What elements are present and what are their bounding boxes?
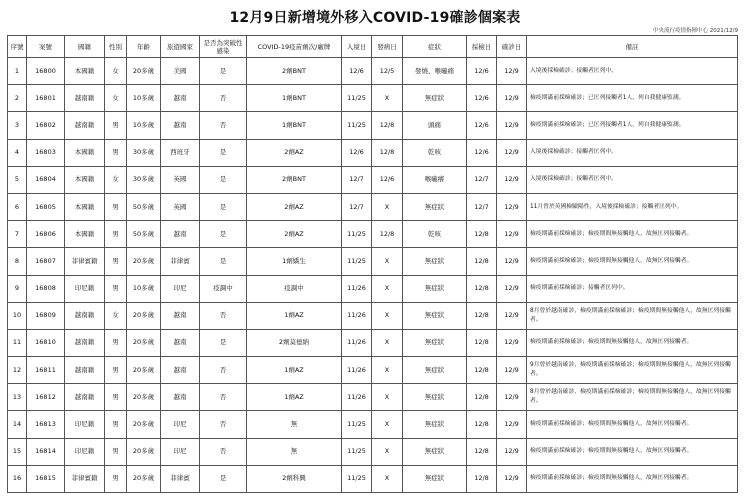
cell-test-date: 12/8 (467, 248, 497, 275)
table-row (8, 139, 738, 166)
cell-case-no: 16800 (27, 58, 65, 85)
cell-nationality: 越南籍 (65, 384, 105, 411)
cell-confirm-date: 12/9 (497, 193, 527, 220)
cell-travel-country: 英國 (161, 166, 200, 193)
cell-vaccine: 1劑BNT (247, 112, 342, 139)
col-header-index: 序號 (8, 36, 27, 58)
cell-test-date: 12/6 (467, 139, 497, 166)
cell-symptoms: 無症狀 (403, 357, 467, 384)
table-row (8, 384, 738, 411)
cell-confirm-date: 12/9 (497, 139, 527, 166)
cell-test-date: 12/8 (467, 411, 497, 438)
cell-remarks: 8月曾於越南確診，檢疫期滿前採檢確診；檢疫期間無接觸他人，故無匡列接觸者。 (527, 384, 738, 411)
cell-confirm-date: 12/9 (497, 248, 527, 275)
cell-sex: 女 (105, 302, 127, 329)
col-header-test-date: 採檢日 (467, 36, 497, 58)
cell-index: 13 (8, 384, 27, 411)
col-header-symptoms: 症狀 (403, 36, 467, 58)
cell-remarks: 檢疫期滿前採檢確診；檢疫期間無接觸他人，故無匡列接觸者。 (527, 438, 738, 465)
cell-remarks: 檢疫期滿前採檢確診；檢疫期間無接觸他人，故無匡列接觸者。 (527, 329, 738, 356)
cell-onset-date: X (372, 275, 403, 302)
cell-symptoms: 發燒、喉嚨痛 (403, 58, 467, 85)
cell-age: 20多歲 (127, 248, 161, 275)
cell-nationality: 印尼籍 (65, 411, 105, 438)
cell-case-no: 16812 (27, 384, 65, 411)
cell-entry-date: 11/25 (342, 221, 372, 248)
cell-entry-date: 11/25 (342, 112, 372, 139)
cell-travel-country: 越南 (161, 357, 200, 384)
cell-entry-date: 11/25 (342, 248, 372, 275)
cell-entry-date: 11/26 (342, 357, 372, 384)
cell-nationality: 越南籍 (65, 357, 105, 384)
cell-index: 9 (8, 275, 27, 302)
cell-breakthrough: 否 (200, 112, 247, 139)
cell-confirm-date: 12/9 (497, 58, 527, 85)
cell-test-date: 12/6 (467, 112, 497, 139)
cell-nationality: 本國籍 (65, 193, 105, 220)
cell-onset-date: 12/8 (372, 221, 403, 248)
cell-travel-country: 菲律賓 (161, 465, 200, 492)
cell-vaccine: 2劑BNT (247, 166, 342, 193)
cell-vaccine: 無 (247, 438, 342, 465)
cell-index: 7 (8, 221, 27, 248)
cell-travel-country: 越南 (161, 302, 200, 329)
cell-confirm-date: 12/9 (497, 221, 527, 248)
cell-sex: 男 (105, 357, 127, 384)
table-row (8, 411, 738, 438)
cell-travel-country: 越南 (161, 221, 200, 248)
cell-breakthrough: 是 (200, 329, 247, 356)
cell-entry-date: 11/26 (342, 329, 372, 356)
cell-onset-date: X (372, 438, 403, 465)
cell-age: 20多歲 (127, 384, 161, 411)
cell-vaccine: 2劑莫德納 (247, 329, 342, 356)
cell-test-date: 12/8 (467, 275, 497, 302)
case-table (7, 35, 738, 493)
cell-travel-country: 西班牙 (161, 139, 200, 166)
cell-onset-date: 12/8 (372, 112, 403, 139)
cell-remarks: 檢疫期滿前採檢確診；已匡列接觸者1人，列自我健康監測。 (527, 85, 738, 112)
table-row (8, 438, 738, 465)
cell-age: 10多歲 (127, 112, 161, 139)
cell-sex: 男 (105, 139, 127, 166)
cell-confirm-date: 12/9 (497, 166, 527, 193)
cell-confirm-date: 12/9 (497, 438, 527, 465)
cell-travel-country: 英國 (161, 193, 200, 220)
cell-confirm-date: 12/9 (497, 112, 527, 139)
cell-sex: 男 (105, 329, 127, 356)
cell-travel-country: 印尼 (161, 275, 200, 302)
table-row (8, 85, 738, 112)
cell-symptoms: 無症狀 (403, 465, 467, 492)
cell-breakthrough: 疫調中 (200, 275, 247, 302)
cell-entry-date: 12/6 (342, 139, 372, 166)
cell-onset-date: X (372, 465, 403, 492)
cell-index: 2 (8, 85, 27, 112)
cell-breakthrough: 否 (200, 302, 247, 329)
table-row (8, 193, 738, 220)
cell-age: 10多歲 (127, 85, 161, 112)
cell-index: 11 (8, 329, 27, 356)
cell-nationality: 菲律賓籍 (65, 465, 105, 492)
cell-breakthrough: 否 (200, 411, 247, 438)
col-header-entry-date: 入境日 (342, 36, 372, 58)
cell-age: 50多歲 (127, 193, 161, 220)
cell-index: 15 (8, 438, 27, 465)
cell-remarks: 8月曾於越南確診，檢疫期滿前採檢確診；檢疫期間無接觸他人，故無匡列接觸者。 (527, 302, 738, 329)
col-header-nationality: 國籍 (65, 36, 105, 58)
cell-entry-date: 12/6 (342, 58, 372, 85)
cell-breakthrough: 否 (200, 384, 247, 411)
cell-confirm-date: 12/9 (497, 357, 527, 384)
cell-confirm-date: 12/9 (497, 275, 527, 302)
cell-nationality: 本國籍 (65, 221, 105, 248)
cell-entry-date: 11/26 (342, 302, 372, 329)
cell-sex: 女 (105, 58, 127, 85)
cell-sex: 女 (105, 85, 127, 112)
cell-symptoms: 無症狀 (403, 248, 467, 275)
col-header-remarks: 備註 (527, 36, 738, 58)
col-header-onset-date: 發病日 (372, 36, 403, 58)
cell-age: 20多歲 (127, 465, 161, 492)
cell-onset-date: 12/5 (372, 58, 403, 85)
col-header-case-no: 案號 (27, 36, 65, 58)
cell-age: 20多歲 (127, 357, 161, 384)
cell-onset-date: X (372, 302, 403, 329)
cell-vaccine: 1劑AZ (247, 357, 342, 384)
cell-remarks: 檢疫期滿前採檢確診；檢疫期間無接觸他人，故無匡列接觸者。 (527, 411, 738, 438)
cell-vaccine: 2劑AZ (247, 193, 342, 220)
cell-symptoms: 無症狀 (403, 275, 467, 302)
cell-travel-country: 印尼 (161, 411, 200, 438)
cell-breakthrough: 是 (200, 139, 247, 166)
col-header-travel-country: 旅遊國家 (161, 36, 200, 58)
cell-sex: 男 (105, 275, 127, 302)
cell-onset-date: 12/6 (372, 166, 403, 193)
col-header-age: 年齡 (127, 36, 161, 58)
cell-onset-date: X (372, 411, 403, 438)
cell-test-date: 12/8 (467, 357, 497, 384)
cell-case-no: 16814 (27, 438, 65, 465)
cell-remarks: 入境後採檢確診；接觸者匡列中。 (527, 58, 738, 85)
cell-breakthrough: 否 (200, 438, 247, 465)
table-row (8, 248, 738, 275)
cell-sex: 男 (105, 438, 127, 465)
cell-case-no: 16803 (27, 139, 65, 166)
table-body (8, 58, 738, 493)
cell-confirm-date: 12/9 (497, 329, 527, 356)
cell-symptoms: 無症狀 (403, 411, 467, 438)
cell-symptoms: 無症狀 (403, 302, 467, 329)
cell-age: 20多歲 (127, 411, 161, 438)
table-row (8, 329, 738, 356)
cell-onset-date: X (372, 85, 403, 112)
cell-test-date: 12/7 (467, 193, 497, 220)
cell-remarks: 檢疫期滿前採檢確診；已匡列接觸者1人，列自我健康監測。 (527, 112, 738, 139)
table-row (8, 58, 738, 85)
cell-age: 20多歲 (127, 302, 161, 329)
cell-vaccine: 2劑BNT (247, 58, 342, 85)
cell-sex: 男 (105, 411, 127, 438)
cell-vaccine: 無 (247, 411, 342, 438)
cell-symptoms: 頭痛 (403, 112, 467, 139)
cell-entry-date: 11/25 (342, 85, 372, 112)
cell-vaccine: 2劑AZ (247, 139, 342, 166)
cell-confirm-date: 12/9 (497, 85, 527, 112)
cell-age: 30多歲 (127, 166, 161, 193)
cell-sex: 男 (105, 221, 127, 248)
cell-case-no: 16802 (27, 112, 65, 139)
cell-symptoms: 無症狀 (403, 329, 467, 356)
cell-symptoms: 無症狀 (403, 384, 467, 411)
cell-index: 5 (8, 166, 27, 193)
cell-test-date: 12/8 (467, 329, 497, 356)
cell-travel-country: 印尼 (161, 438, 200, 465)
cell-breakthrough: 是 (200, 193, 247, 220)
cell-symptoms: 無症狀 (403, 85, 467, 112)
cell-case-no: 16801 (27, 85, 65, 112)
cell-test-date: 12/8 (467, 302, 497, 329)
cell-test-date: 12/7 (467, 166, 497, 193)
cell-case-no: 16804 (27, 166, 65, 193)
cell-vaccine: 1劑BNT (247, 85, 342, 112)
col-header-breakthrough: 是否為突破性感染 (200, 36, 247, 58)
cell-breakthrough: 否 (200, 357, 247, 384)
cell-travel-country: 越南 (161, 85, 200, 112)
cell-index: 1 (8, 58, 27, 85)
cell-entry-date: 12/7 (342, 166, 372, 193)
cell-travel-country: 越南 (161, 384, 200, 411)
cell-age: 20多歲 (127, 58, 161, 85)
col-header-confirm-date: 確診日 (497, 36, 527, 58)
cell-nationality: 本國籍 (65, 166, 105, 193)
cell-remarks: 11月曾於英國檢驗陽性，入境後採檢確診；接觸者匡列中。 (527, 193, 738, 220)
cell-entry-date: 11/26 (342, 275, 372, 302)
cell-symptoms: 喉嚨癢 (403, 166, 467, 193)
cell-nationality: 越南籍 (65, 302, 105, 329)
cell-index: 3 (8, 112, 27, 139)
cell-confirm-date: 12/9 (497, 302, 527, 329)
cell-vaccine: 疫調中 (247, 275, 342, 302)
cell-test-date: 12/8 (467, 438, 497, 465)
cell-test-date: 12/6 (467, 58, 497, 85)
cell-case-no: 16813 (27, 411, 65, 438)
cell-index: 14 (8, 411, 27, 438)
cell-test-date: 12/6 (467, 85, 497, 112)
cell-travel-country: 越南 (161, 112, 200, 139)
cell-sex: 男 (105, 193, 127, 220)
cell-travel-country: 越南 (161, 329, 200, 356)
cell-onset-date: 12/8 (372, 139, 403, 166)
cell-index: 12 (8, 357, 27, 384)
source-credit: 中央流行疫情指揮中心 2021/12/9 (653, 28, 738, 34)
cell-entry-date: 11/25 (342, 438, 372, 465)
cell-sex: 男 (105, 384, 127, 411)
cell-onset-date: X (372, 329, 403, 356)
page-title: 12月9日新增境外移入COVID-19確診個案表 (229, 10, 521, 26)
cell-entry-date: 11/26 (342, 384, 372, 411)
cell-test-date: 12/8 (467, 221, 497, 248)
cell-entry-date: 11/25 (342, 465, 372, 492)
cell-vaccine: 1劑AZ (247, 302, 342, 329)
cell-case-no: 16809 (27, 302, 65, 329)
cell-age: 20多歲 (127, 329, 161, 356)
cell-age: 20多歲 (127, 438, 161, 465)
table-row (8, 357, 738, 384)
cell-age: 30多歲 (127, 139, 161, 166)
cell-breakthrough: 否 (200, 85, 247, 112)
cell-confirm-date: 12/9 (497, 411, 527, 438)
cell-nationality: 本國籍 (65, 139, 105, 166)
cell-case-no: 16815 (27, 465, 65, 492)
cell-case-no: 16810 (27, 329, 65, 356)
cell-sex: 男 (105, 112, 127, 139)
cell-onset-date: X (372, 384, 403, 411)
cell-breakthrough: 是 (200, 465, 247, 492)
header-row (8, 36, 738, 58)
cell-nationality: 印尼籍 (65, 438, 105, 465)
cell-remarks: 檢疫期滿前採檢確診；檢疫期間無接觸他人，故無匡列接觸者。 (527, 248, 738, 275)
cell-index: 4 (8, 139, 27, 166)
col-header-sex: 性別 (105, 36, 127, 58)
cell-onset-date: X (372, 193, 403, 220)
cell-test-date: 12/8 (467, 465, 497, 492)
cell-age: 50多歲 (127, 221, 161, 248)
cell-breakthrough: 是 (200, 58, 247, 85)
cell-index: 6 (8, 193, 27, 220)
cell-remarks: 檢疫期滿前採檢確診；接觸者匡列中。 (527, 275, 738, 302)
cell-sex: 男 (105, 465, 127, 492)
table-row (8, 112, 738, 139)
cell-onset-date: X (372, 357, 403, 384)
cell-index: 16 (8, 465, 27, 492)
cell-case-no: 16811 (27, 357, 65, 384)
cell-nationality: 越南籍 (65, 112, 105, 139)
table-row (8, 465, 738, 492)
table-row (8, 275, 738, 302)
cell-case-no: 16807 (27, 248, 65, 275)
cell-symptoms: 無症狀 (403, 438, 467, 465)
cell-breakthrough: 是 (200, 221, 247, 248)
cell-vaccine: 2劑科興 (247, 465, 342, 492)
cell-entry-date: 12/7 (342, 193, 372, 220)
cell-index: 10 (8, 302, 27, 329)
cell-vaccine: 2劑AZ (247, 221, 342, 248)
cell-symptoms: 乾咳 (403, 139, 467, 166)
cell-case-no: 16806 (27, 221, 65, 248)
cell-confirm-date: 12/9 (497, 465, 527, 492)
col-header-vaccine: COVID-19疫苗劑次/廠牌 (247, 36, 342, 58)
cell-breakthrough: 是 (200, 248, 247, 275)
cell-travel-country: 菲律賓 (161, 248, 200, 275)
table-row (8, 166, 738, 193)
cell-remarks: 檢疫期滿前採檢確診；檢疫期間無接觸他人，故無匡列接觸者。 (527, 465, 738, 492)
cell-vaccine: 1劑AZ (247, 384, 342, 411)
cell-remarks: 入境後採檢確診；接觸者匡列中。 (527, 139, 738, 166)
cell-nationality: 印尼籍 (65, 275, 105, 302)
cell-breakthrough: 是 (200, 166, 247, 193)
cell-onset-date: X (372, 248, 403, 275)
cell-nationality: 本國籍 (65, 58, 105, 85)
cell-entry-date: 11/25 (342, 411, 372, 438)
cell-remarks: 9月曾於越南確診，檢疫期滿前採檢確診；檢疫期間無接觸他人，故無匡列接觸者。 (527, 357, 738, 384)
cell-vaccine: 1劑嬌生 (247, 248, 342, 275)
cell-case-no: 16805 (27, 193, 65, 220)
cell-remarks: 檢疫期滿前採檢確診；檢疫期間無接觸他人，故無匡列接觸者。 (527, 221, 738, 248)
cell-nationality: 越南籍 (65, 329, 105, 356)
cell-remarks: 入境後採檢確診；接觸者匡列中。 (527, 166, 738, 193)
cell-nationality: 菲律賓籍 (65, 248, 105, 275)
cell-confirm-date: 12/9 (497, 384, 527, 411)
cell-nationality: 越南籍 (65, 85, 105, 112)
cell-symptoms: 無症狀 (403, 193, 467, 220)
cell-case-no: 16808 (27, 275, 65, 302)
table-row (8, 221, 738, 248)
cell-sex: 女 (105, 166, 127, 193)
cell-symptoms: 乾咳 (403, 221, 467, 248)
cell-age: 10多歲 (127, 275, 161, 302)
cell-test-date: 12/8 (467, 384, 497, 411)
cell-travel-country: 美國 (161, 58, 200, 85)
table-row (8, 302, 738, 329)
cell-index: 8 (8, 248, 27, 275)
cell-sex: 男 (105, 248, 127, 275)
